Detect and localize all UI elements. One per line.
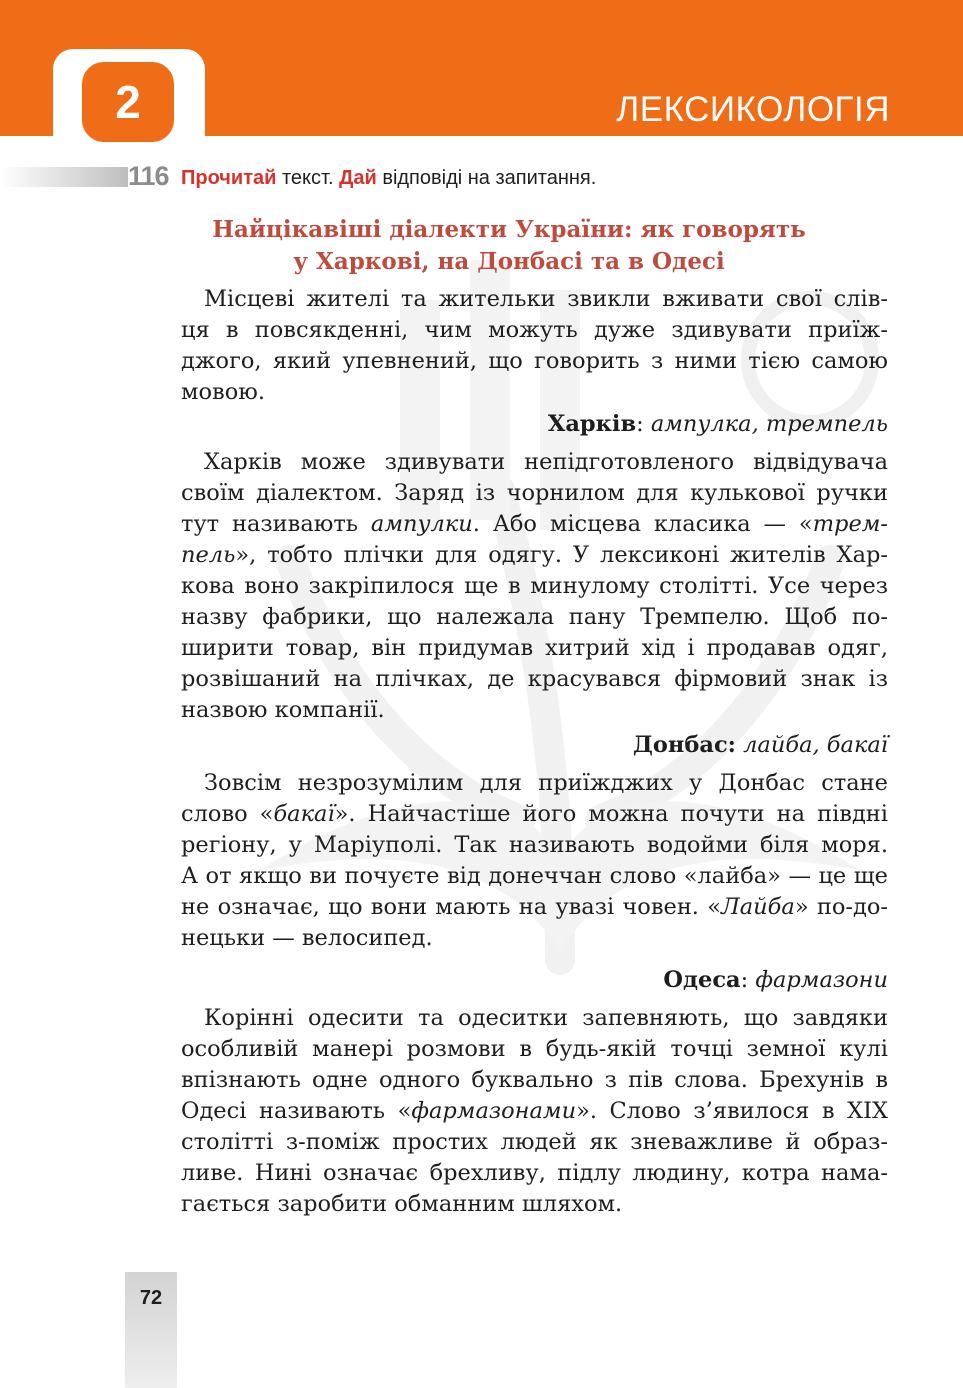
- intro-line: мовою.: [181, 379, 266, 405]
- subheading-donbas: [181, 730, 888, 761]
- paragraph-line: впізнають одне одного буквально з пів слова. Брехунів в: [181, 1067, 888, 1093]
- dialect-words: фармазони: [755, 967, 888, 993]
- paragraph-line: А от якщо ви почуєте від донеччан слово «лайба» — це ще: [181, 863, 888, 889]
- instruction-text: текст.: [276, 167, 340, 189]
- subheading-kharkiv: [181, 409, 888, 440]
- paragraph-line: кова воно закріпилося ще в минулому столітті. Усе через: [181, 573, 888, 599]
- paragraph-line: особливій манері розмови в будь-якій точці земної кулі: [181, 1036, 888, 1062]
- paragraph-line: назвою компанії.: [181, 697, 385, 723]
- paragraph-line: нецьки — велосипед.: [181, 925, 433, 951]
- chapter-number-badge: 2: [82, 62, 174, 142]
- article-title-line-1: Найцікавіші діалекти України: як говорять: [212, 216, 806, 243]
- intro-line: ця в повсякденні, чим можуть дуже здивувати приїж-: [181, 317, 888, 343]
- instruction-verb-read: Прочитай: [181, 167, 277, 189]
- paragraph-line: Харків може здивувати непідготовленого відвідувача: [204, 449, 888, 475]
- article-title-line-2: у Харкові, на Донбасі та в Одесі: [293, 248, 725, 275]
- paragraph-line: регіону, у Маріуполі. Так називають водойми біля моря.: [181, 832, 888, 858]
- paragraph-line: пель», тобто плічки для одягу. У лексиконі жителів Хар-: [181, 542, 888, 568]
- paragraph-line: Корінні одесити та одеситки запевняють, що завдяки: [204, 1005, 888, 1031]
- city-name: Одеса: [663, 967, 741, 993]
- subheading-separator: :: [636, 411, 651, 437]
- paragraph-line: розвішаний на плічках, де красувався фірмовий знак із: [181, 666, 888, 692]
- subheading-separator: :: [740, 967, 756, 993]
- exercise-marker-bar: [0, 167, 128, 187]
- paragraph-line: слово «бакаї». Найчастіше його можна почути на півдні: [181, 801, 888, 827]
- exercise-number: 116: [128, 161, 169, 191]
- city-name: Донбас:: [632, 732, 736, 758]
- exercise-instruction: [181, 164, 596, 192]
- intro-line: Місцеві жителі та жительки звикли вживати свої слів-: [204, 286, 888, 312]
- subheading-odesa: [181, 965, 888, 996]
- city-name: Харків: [547, 411, 637, 437]
- paragraph-line: Зовсім незрозумілим для приїжджих у Донбас стане: [204, 770, 888, 796]
- dialect-words: ампулка, тремпель: [650, 411, 888, 437]
- paragraph-line: тут називають ампулки. Або місцева класика — «трем-: [181, 511, 889, 537]
- paragraph-line: назву фабрики, що належала пану Тремпелю. Щоб по-: [181, 604, 888, 630]
- intro-line: джого, який упевнений, що говорить з ними тією самою: [181, 348, 888, 374]
- instruction-text: відповіді на запитання.: [376, 167, 597, 189]
- paragraph-line: ширити товар, він придумав хитрий хід і продавав одяг,: [181, 635, 888, 661]
- instruction-verb-answer: Дай: [339, 167, 377, 189]
- paragraph-line: своїм діалектом. Заряд із чорнилом для кулькової ручки: [181, 480, 888, 506]
- paragraph-line: не означає, що вони мають на увазі човен. «Лайба» по-до-: [181, 894, 888, 920]
- dialect-words: лайба, бакаї: [743, 732, 888, 758]
- paragraph-line: столітті з-поміж простих людей як зневажливе й образ-: [181, 1129, 888, 1155]
- paragraph-line: Одесі називають «фармазонами». Слово з’явилося в XIX: [181, 1098, 889, 1124]
- paragraph-line: гається заробити обманним шляхом.: [181, 1191, 623, 1217]
- page-number: 72: [139, 1287, 163, 1309]
- section-title: ЛЕКСИКОЛОГІЯ: [616, 90, 890, 129]
- paragraph-line: ливе. Нині означає брехливу, підлу людину, котра нама-: [181, 1160, 888, 1186]
